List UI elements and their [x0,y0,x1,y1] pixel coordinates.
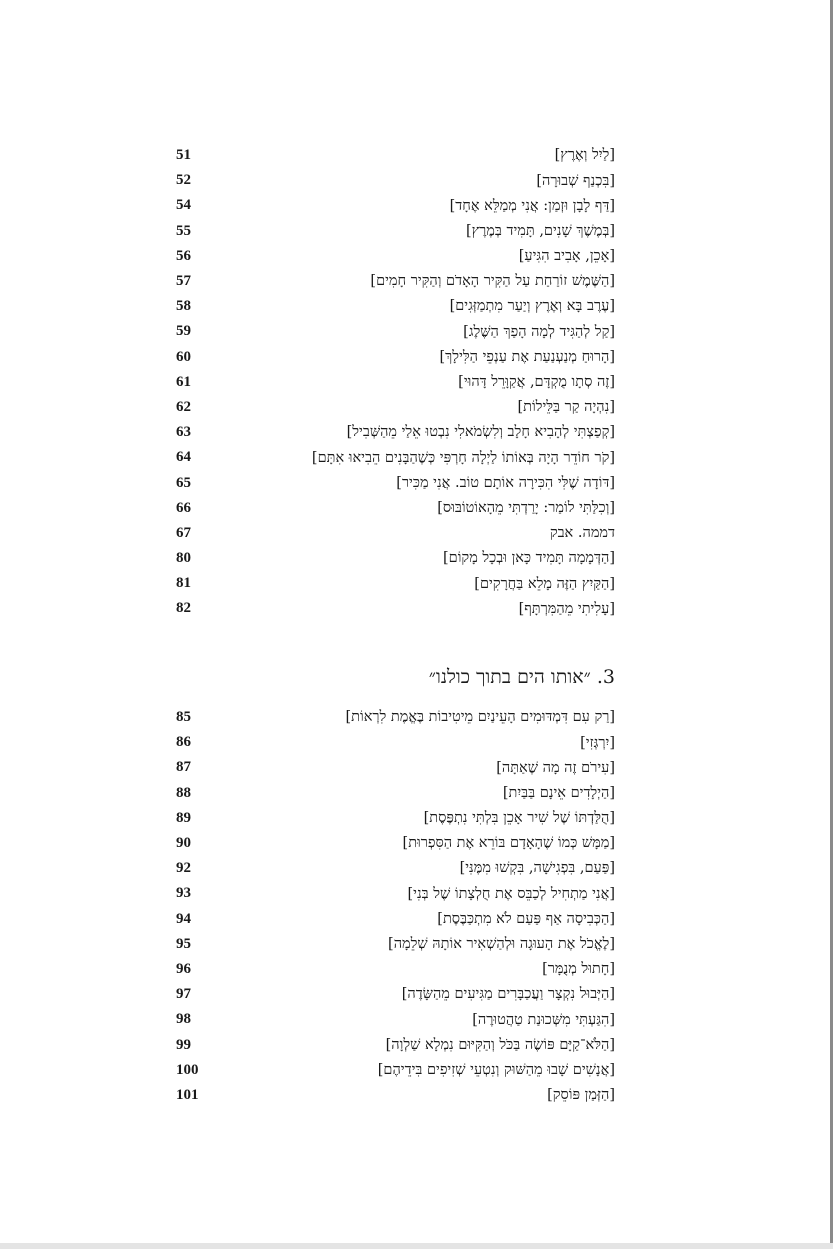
poem-title: [הִגַּעְתִּי מִשְּׁכוּנַת טַהֲטוּרֶה] [472,1011,615,1028]
toc-entry [175,571,615,596]
poem-title: [דּוֹדָה שֶׁלִּי הִכִּירָה אוֹתָם טוֹב. אֲנִי מַכִּיר] [396,474,615,491]
page-number: 86 [176,734,191,751]
page-number: 55 [176,222,191,239]
toc-entry [175,1058,615,1083]
page-number: 87 [176,759,191,776]
toc-entry [175,219,615,244]
page-number: 61 [176,373,191,390]
toc-entry [175,1083,615,1108]
toc-entry [175,982,615,1007]
page-number: 89 [176,809,191,826]
toc-entry [175,856,615,881]
poem-title: [חָתוּל מְנֻמָּר] [542,961,615,978]
toc-entry [175,345,615,370]
poem-title: [הַלֹּא־קַיָּם פּוֹשֶׂה בַּכֹּל וְהַקִּיּוּם נִמְלָא שַׁלְוָה] [385,1036,615,1053]
toc-entry [175,168,615,193]
poem-title: [עָלִיתִי מֵהַמִּרְתָּף] [518,600,615,617]
poem-title: [הַשֶּׁמֶשׁ זוֹרַחַת עַל הַקִּיר הָאָדֹם וְהַקִּיר חָמִים] [370,273,615,290]
page-number: 90 [176,835,191,852]
page-number: 52 [176,172,191,189]
toc-list-section-3 [175,705,615,1108]
poem-title: [נִהְיָה קַר בַּלֵּילוֹת] [517,399,615,416]
poem-title: [בִּכְנַף שְׁבוּרָה] [536,172,615,189]
poem-title: [פַּעַם, בִּפְגִישָׁה, בִּקְשׁוּ מִמֶּנִּי] [459,860,615,877]
poem-title: [רַק עִם דִּמְדּוּמִים הָעֵינַיִם מֵיטִיבוֹת בֶּאֱמֶת לִרְאוֹת] [345,709,615,726]
toc-entry [175,193,615,218]
page-number: 60 [176,348,191,365]
poem-title: [אָכֵן, אָבִיב הִגִּיעַ] [518,248,615,265]
page-number: 64 [176,449,191,466]
poem-title: [אֲנָשִׁים שָׁבוּ מֵהַשּׁוּק וְנִטְעֵי שְׁזִיפִים בִּידֵיהֶם] [377,1061,615,1078]
page-number: 66 [176,499,191,516]
toc-entry [175,395,615,420]
poem-title: [עִירֹם זֶה מָה שֶׁאַתָּה] [496,759,615,776]
page-number: 99 [176,1036,191,1053]
toc-entry [175,755,615,780]
page-number: 58 [176,298,191,315]
poem-title: [אֲנִי מַתְחִיל לְכַבֵּס אֶת חֻלְצָתוֹ שֶׁל בְּנִי] [407,885,615,902]
poem-title: [הַקַּיִץ הַזֶּה מָלֵא בַּחֲרָקִים] [474,575,615,592]
poem-title: [הַכְּבִיסָה אַף פַּעַם לֹא מִתְכַּבֶּסֶת] [437,910,615,927]
page-number: 94 [176,910,191,927]
poem-title: [יִרְגְּזִי] [580,734,615,751]
toc-entry [175,445,615,470]
toc-entry [175,932,615,957]
page-number: 65 [176,474,191,491]
section-heading: 3. ״אותו הים בתוך כולנו״ [428,666,615,688]
toc-entry [175,370,615,395]
toc-entry [175,420,615,445]
poem-title: [הֻלַּדְתּוֹ שֶׁל שִׁיר אָכֵן בִּלְתִּי נִתְפֶּסֶת] [423,810,615,827]
page-number: 51 [176,147,191,164]
page-number: 82 [176,600,191,617]
toc-entry [175,705,615,730]
page-number: 67 [176,524,191,541]
toc-entry [175,143,615,168]
poem-title: [קְפַצְתִּי לְהָבִיא חָלָב וְלִשְׂמֹאלִי נִבְטוּ אֵלַי מֵהַשְּׁבִיל] [346,424,615,441]
toc-entry [175,957,615,982]
toc-entry [175,546,615,571]
toc-entry [175,1007,615,1032]
page-number: 88 [176,784,191,801]
toc-entry [175,1032,615,1057]
toc-entry [175,496,615,521]
toc-entry [175,730,615,755]
page-number: 95 [176,935,191,952]
page-number: 101 [176,1086,199,1103]
toc-entry [175,881,615,906]
poem-title: [הַדְּמָמָה תָּמִיד כָּאן וּבְכָל מָקוֹם] [443,550,615,567]
poem-title: [קֹר חוֹדֵר הָיָה בְּאוֹתוֹ לַיְלָה חָרְפִּי כְּשֶׁהַבָּנִים הֵבִיאוּ אִתָּם] [311,449,615,466]
toc-entry [175,269,615,294]
page-number: 96 [176,960,191,977]
page-number: 80 [176,550,191,567]
page-number: 62 [176,398,191,415]
poem-title: [וְכִלַּתִּי לוֹמַר: יָרַדְתִּי מֵהָאוֹטוֹבּוּס] [437,499,615,516]
poem-title: [הָרוּחַ מְנַעְנַעַת אֶת עַנְפֵי הַלִּילָךְ] [439,348,615,365]
page-number: 59 [176,323,191,340]
page-number: 54 [176,197,191,214]
page-number: 100 [176,1061,199,1078]
poem-title: [בְּמֶשֶׁךְ שָׁנִים, תָּמִיד בְּמֶרֶץ] [465,222,615,239]
poem-title: [דַּף לָבָן וּזְמַן: אֲנִי מְמַלֵּא אֶחָד] [449,197,615,214]
poem-title: [קַל לְהַגִּיד לְמָה הָפַךְ הַשֶּׁלֶג] [463,323,615,340]
page-number: 92 [176,860,191,877]
poem-title: [לֶאֱכֹל אֶת הָעוּגָה וּלְהַשְׁאִיר אוֹתָהּ שְׁלֵמָה] [388,936,615,953]
toc-entry [175,781,615,806]
toc-entry [175,294,615,319]
page-number: 98 [176,1011,191,1028]
page-number: 81 [176,575,191,592]
page-number: 85 [176,709,191,726]
page-bottom-edge [0,1243,833,1249]
toc-entry [175,319,615,344]
toc-entry [175,831,615,856]
poem-title: [זֶה סְתָו מֻקְדָּם, אֲקַוָּרֵל דָּהוּי] [458,374,615,391]
toc-entry [175,806,615,831]
toc-entry [175,470,615,495]
page-number: 57 [176,273,191,290]
page-number: 63 [176,424,191,441]
poem-title: [הַיְלָדִים אֵינָם בַּבַּיִת] [502,784,615,801]
page-number: 93 [176,885,191,902]
poem-title: דממה. אבק [549,525,615,542]
poem-title: [עֶרֶב בָּא וְאֶרֶץ וְיַעַר מִתְמַזְּגִים] [449,298,615,315]
toc-entry [175,907,615,932]
toc-entry [175,521,615,546]
page-number: 56 [176,247,191,264]
poem-title: [הַזְּמַן פּוֹסֵק] [547,1087,615,1104]
poem-title: [לַיִל וְאֶרֶץ] [554,147,615,164]
poem-title: [מַמָּשׁ כְּמוֹ שֶׁהָאָדָם בּוֹרֵא אֶת הַסִּפְרוּת] [402,835,615,852]
page-number: 97 [176,986,191,1003]
toc-list-section-2 [175,143,615,622]
poem-title: [הַיְּבוּל נִקְצָר וַעֲכַבָּרִים מַגִּיעִים מֵהַשָּׂדֶה] [401,986,615,1003]
toc-entry [175,244,615,269]
toc-entry [175,596,615,621]
